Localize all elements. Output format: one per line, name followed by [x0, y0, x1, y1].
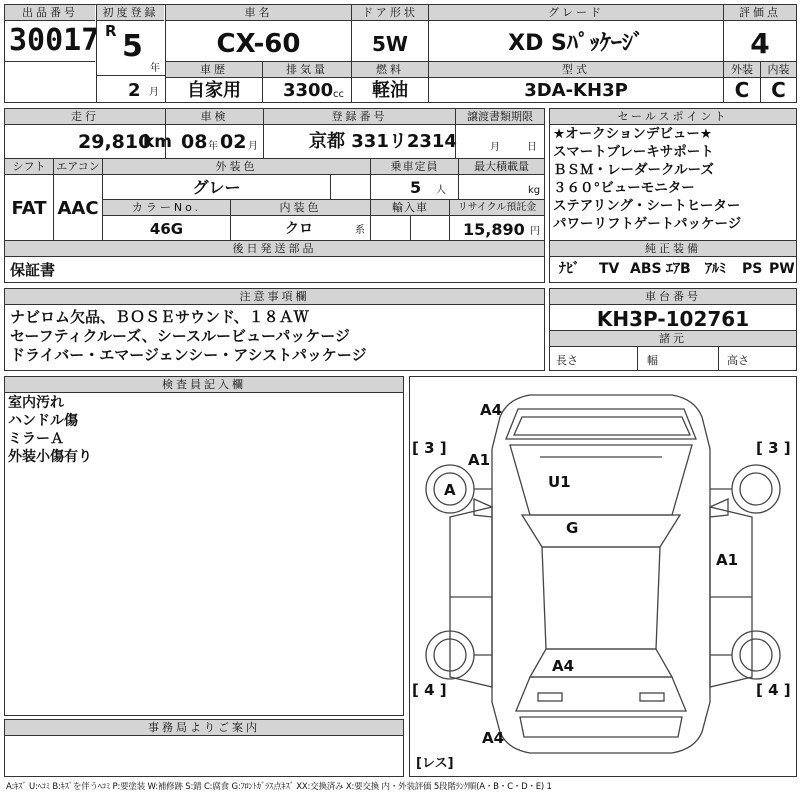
fuel-label: 燃料: [352, 62, 428, 78]
color-no-value: 46G: [149, 220, 184, 238]
mileage-unit: km: [143, 132, 173, 152]
notes-line: ドライバー・エマージェンシー・アシストパッケージ: [10, 346, 367, 364]
damage-mark-front-bumper: A4: [480, 401, 503, 419]
import-label: 輸入車: [371, 200, 449, 216]
int-color-suffix: 系: [355, 225, 365, 236]
model-label: 車名: [166, 5, 351, 21]
office-label: 事務局よりご案内: [5, 720, 403, 736]
damage-mark-front-fender: A1: [468, 451, 491, 469]
chassis-label: 車台番号: [550, 289, 796, 305]
recycle-value: 15,890: [463, 220, 525, 239]
int-color-label: 内装色: [231, 200, 370, 216]
tire-rl: [ 4 ]: [412, 681, 447, 699]
plate-value: 京都 331リ2314: [309, 131, 457, 152]
sales-line: ★オークションデビュー★: [553, 126, 712, 142]
equip-label: 純正装備: [550, 241, 796, 257]
capacity-unit: 人: [436, 185, 446, 196]
era-mark: R: [105, 22, 117, 40]
later-parts-label: 後日発送部品: [5, 241, 544, 257]
history-value: 自家用: [187, 80, 241, 101]
int-color-value: クロ: [285, 221, 313, 237]
color-no-label: カラーNo.: [103, 200, 230, 216]
equip-airbag: ｴｱB: [666, 261, 691, 277]
shift-label: シフト: [5, 159, 53, 175]
ac-value: AAC: [57, 198, 99, 219]
mileage-label: 走行: [5, 109, 165, 125]
interior-grade: C: [771, 78, 786, 102]
grade-label: グレード: [429, 5, 723, 21]
equip-alloy: ｱﾙﾐ: [705, 261, 726, 277]
inspector-label: 検査員記入欄: [5, 377, 403, 393]
tire-rr: [ 4 ]: [756, 681, 791, 699]
grade-value: XD Sﾊﾟｯｹｰｼﾞ: [508, 31, 644, 56]
color-label: 外装色: [103, 159, 370, 175]
tire-fl: [ 3 ]: [412, 439, 447, 457]
type-label: 型式: [429, 62, 723, 78]
capacity-label: 乗車定員: [371, 159, 458, 175]
score-value: 4: [750, 27, 770, 60]
sales-line: ３６０°ビューモニター: [553, 180, 695, 196]
displacement-value: 3300: [283, 80, 334, 101]
sales-line: ステアリング・シートヒーター: [553, 198, 741, 214]
exterior-label: 外装: [724, 62, 760, 78]
interior-label: 内装: [761, 62, 796, 78]
plate-label: 登録番号: [264, 109, 455, 125]
mileage-value: 29,810: [78, 131, 152, 153]
equip-tv: TV: [599, 261, 620, 277]
transfer-day-unit: 日: [527, 142, 537, 153]
type-value: 3DA-KH3P: [524, 80, 628, 101]
dims-label: 諸元: [550, 331, 796, 347]
load-unit: kg: [528, 185, 541, 196]
displacement-label: 排気量: [263, 62, 351, 78]
damage-mark-right-door: A1: [716, 551, 739, 569]
car-damage-diagram: [409, 376, 797, 777]
inspector-line: ハンドル傷: [8, 413, 78, 429]
damage-mark-trunk: A4: [552, 657, 575, 675]
length-label: 長さ: [556, 354, 578, 367]
sales-line: パワーリフトゲートパッケージ: [553, 216, 742, 232]
history-label: 車歴: [166, 62, 262, 78]
inspection-year-unit: 年: [208, 141, 218, 152]
equip-abs: ABS: [630, 261, 662, 277]
ac-label: エアコン: [54, 159, 102, 175]
inspection-month-unit: 月: [248, 141, 258, 152]
equip-navi: ﾅﾋﾞ: [559, 261, 580, 277]
year-unit: 年: [150, 63, 160, 74]
equip-pw: PW: [769, 261, 795, 277]
color-value: グレー: [192, 178, 241, 197]
notes-line: セーフティクルーズ、シースルービューパッケージ: [10, 327, 350, 345]
capacity-value: 5: [410, 178, 422, 197]
recycle-unit: 円: [530, 226, 540, 237]
month-value: 2: [128, 80, 141, 101]
load-label: 最大積載量: [459, 159, 544, 175]
lot-label: 出品番号: [5, 5, 95, 21]
door-value: 5W: [372, 32, 408, 56]
transfer-month-unit: 月: [490, 142, 500, 153]
tire-fr: [ 3 ]: [756, 439, 791, 457]
notes-line: ナビロム欠品、ＢＯＳＥサウンド、１８ＡＷ: [10, 308, 309, 326]
sales-line: ＢＳＭ・レーダークルーズ: [553, 162, 714, 178]
spare-tire: [レス]: [416, 756, 454, 771]
inspector-line: 外装小傷有り: [8, 449, 92, 465]
inspector-line: ミラーＡ: [8, 431, 64, 447]
recycle-label: リサイクル預託金: [450, 200, 544, 216]
width-label: 幅: [647, 354, 658, 367]
sales-label: セールスポイント: [550, 109, 796, 125]
height-label: 高さ: [727, 354, 749, 367]
inspector-line: 室内汚れ: [8, 395, 64, 411]
year-value: 5: [122, 29, 143, 64]
damage-mark-rear-bumper: A4: [482, 729, 505, 747]
legend-text: A:ｷｽﾞ U:ﾍｺﾐ B:ｷｽﾞを伴うﾍｺﾐ P:要塗装 W:補修跡 S:錆 C:腐食 G:ﾌﾛﾝﾄｶﾞﾗｽ点ｷｽﾞ XX:交換済み X:要交換 内・外装評価 5段階ﾗﾝｸ順(A・B・C・D・E) 1: [6, 782, 552, 792]
sales-line: スマートブレーキサポート: [553, 144, 714, 160]
chassis-value: KH3P-102761: [596, 307, 750, 331]
car-outline: [410, 377, 796, 776]
damage-mark-hood: U1: [548, 473, 571, 491]
fuel-value: 軽油: [372, 80, 408, 101]
damage-mark-roof: G: [566, 519, 579, 537]
inspection-month: 02: [220, 131, 247, 153]
score-label: 評価点: [724, 5, 796, 21]
first-reg-label: 初度登録: [97, 5, 164, 21]
month-unit: 月: [149, 87, 159, 98]
equip-ps: PS: [742, 261, 763, 277]
later-parts-value: 保証書: [10, 261, 56, 279]
damage-mark-left-front-wheel: A: [444, 481, 456, 499]
exterior-grade: C: [734, 78, 750, 102]
notes-label: 注意事項欄: [5, 289, 544, 305]
inspection-label: 車検: [166, 109, 263, 125]
displacement-unit: cc: [333, 89, 344, 100]
transfer-label: 譲渡書類期限: [456, 109, 544, 125]
inspection-year: 08: [181, 131, 208, 153]
lot-number: 30017: [9, 23, 100, 58]
door-label: ドア形状: [352, 5, 428, 21]
shift-value: FAT: [11, 198, 47, 219]
model-name: CX-60: [216, 29, 301, 59]
